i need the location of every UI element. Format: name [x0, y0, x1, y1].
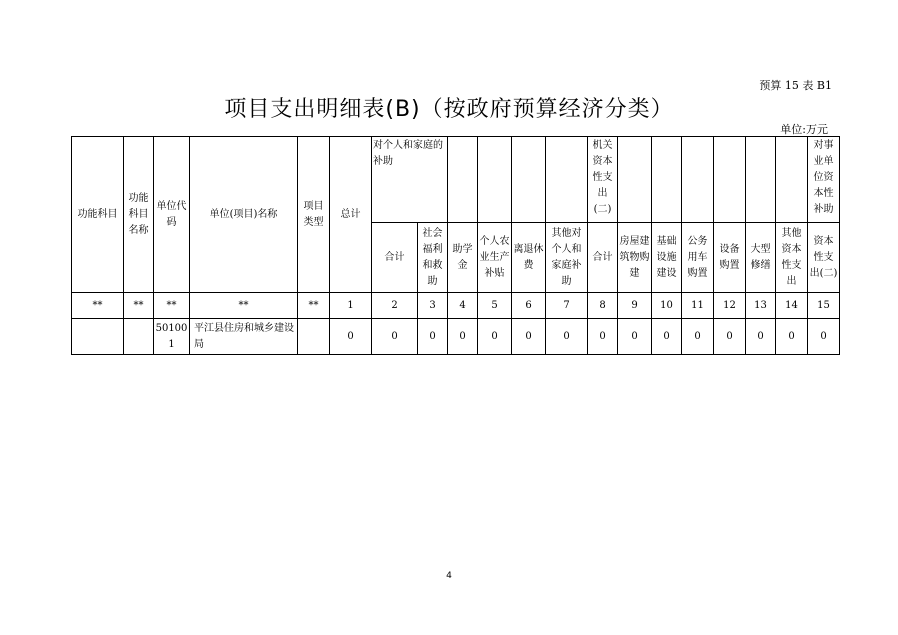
subcol-header: 个人农业生产补贴 — [478, 223, 512, 293]
subcol-header: 其他资本性支出 — [776, 223, 808, 293]
index-cell: ** — [154, 293, 190, 319]
data-cell: 0 — [618, 319, 652, 355]
col-project-type: 项目类型 — [298, 137, 330, 293]
subcol-header: 公务用车购置 — [682, 223, 714, 293]
data-cell: 0 — [330, 319, 372, 355]
data-cell: 0 — [746, 319, 776, 355]
data-cell: 0 — [808, 319, 840, 355]
subcol-header: 合计 — [588, 223, 618, 293]
subcol-header: 助学金 — [448, 223, 478, 293]
data-cell: 0 — [588, 319, 618, 355]
data-cell: 0 — [776, 319, 808, 355]
index-cell: ** — [72, 293, 124, 319]
data-cell — [124, 319, 154, 355]
group-capital-public-header: 对事业单位资本性补助 — [808, 137, 840, 223]
header-empty-cell — [682, 137, 714, 223]
page-title: 项目支出明细表(B)（按政府预算经济分类） — [224, 97, 674, 122]
col-func-subject-name: 功能科目名称 — [124, 137, 154, 293]
group-capital-org-header: 机关资本性支出(二) — [588, 137, 618, 223]
index-cell: 5 — [478, 293, 512, 319]
index-cell: 14 — [776, 293, 808, 319]
group-subsidy-header: 对个人和家庭的补助 — [372, 137, 448, 223]
header-empty-cell — [546, 137, 588, 223]
index-cell: ** — [124, 293, 154, 319]
data-cell — [72, 319, 124, 355]
subcol-header: 社会福利和救助 — [418, 223, 448, 293]
data-cell: 0 — [478, 319, 512, 355]
index-cell: 6 — [512, 293, 546, 319]
index-cell: 10 — [652, 293, 682, 319]
header-row-top — [72, 137, 840, 223]
header-empty-cell — [512, 137, 546, 223]
table-code: 预算 15 表 B1 — [759, 79, 832, 92]
index-cell: ** — [298, 293, 330, 319]
data-cell: 0 — [448, 319, 478, 355]
budget-table — [71, 136, 840, 355]
data-cell: 0 — [512, 319, 546, 355]
header-empty-cell — [714, 137, 746, 223]
col-unit-project-name: 单位(项目)名称 — [190, 137, 298, 293]
subcol-header: 资本性支出(二) — [808, 223, 840, 293]
table-row — [72, 319, 840, 355]
data-cell — [298, 319, 330, 355]
col-unit-code: 单位代码 — [154, 137, 190, 293]
index-cell: 8 — [588, 293, 618, 319]
subcol-header: 合计 — [372, 223, 418, 293]
index-cell: 2 — [372, 293, 418, 319]
data-cell: 0 — [714, 319, 746, 355]
unit-label: 单位:万元 — [780, 123, 828, 136]
index-cell: 15 — [808, 293, 840, 319]
header-empty-cell — [448, 137, 478, 223]
index-cell: 11 — [682, 293, 714, 319]
subcol-header: 大型修缮 — [746, 223, 776, 293]
index-cell: 12 — [714, 293, 746, 319]
unit-code-cell: 501001 — [154, 319, 190, 355]
index-cell: 4 — [448, 293, 478, 319]
index-cell: ** — [190, 293, 298, 319]
subcol-header: 房屋建筑物购建 — [618, 223, 652, 293]
header-empty-cell — [618, 137, 652, 223]
header-empty-cell — [776, 137, 808, 223]
col-total: 总计 — [330, 137, 372, 293]
subcol-header: 设备购置 — [714, 223, 746, 293]
index-cell: 9 — [618, 293, 652, 319]
index-cell: 3 — [418, 293, 448, 319]
header-empty-cell — [746, 137, 776, 223]
data-cell: 0 — [546, 319, 588, 355]
header-empty-cell — [478, 137, 512, 223]
page-number: 4 — [446, 571, 452, 581]
index-cell: 13 — [746, 293, 776, 319]
subcol-header: 基础设施建设 — [652, 223, 682, 293]
col-func-subject: 功能科目 — [72, 137, 124, 293]
subcol-header: 其他对个人和家庭补助 — [546, 223, 588, 293]
index-cell: 1 — [330, 293, 372, 319]
data-cell: 0 — [372, 319, 418, 355]
index-cell: 7 — [546, 293, 588, 319]
data-cell: 0 — [652, 319, 682, 355]
subcol-header: 离退休费 — [512, 223, 546, 293]
index-row — [72, 293, 840, 319]
data-cell: 0 — [418, 319, 448, 355]
unit-name-cell: 平江县住房和城乡建设局 — [190, 319, 298, 355]
data-cell: 0 — [682, 319, 714, 355]
header-empty-cell — [652, 137, 682, 223]
